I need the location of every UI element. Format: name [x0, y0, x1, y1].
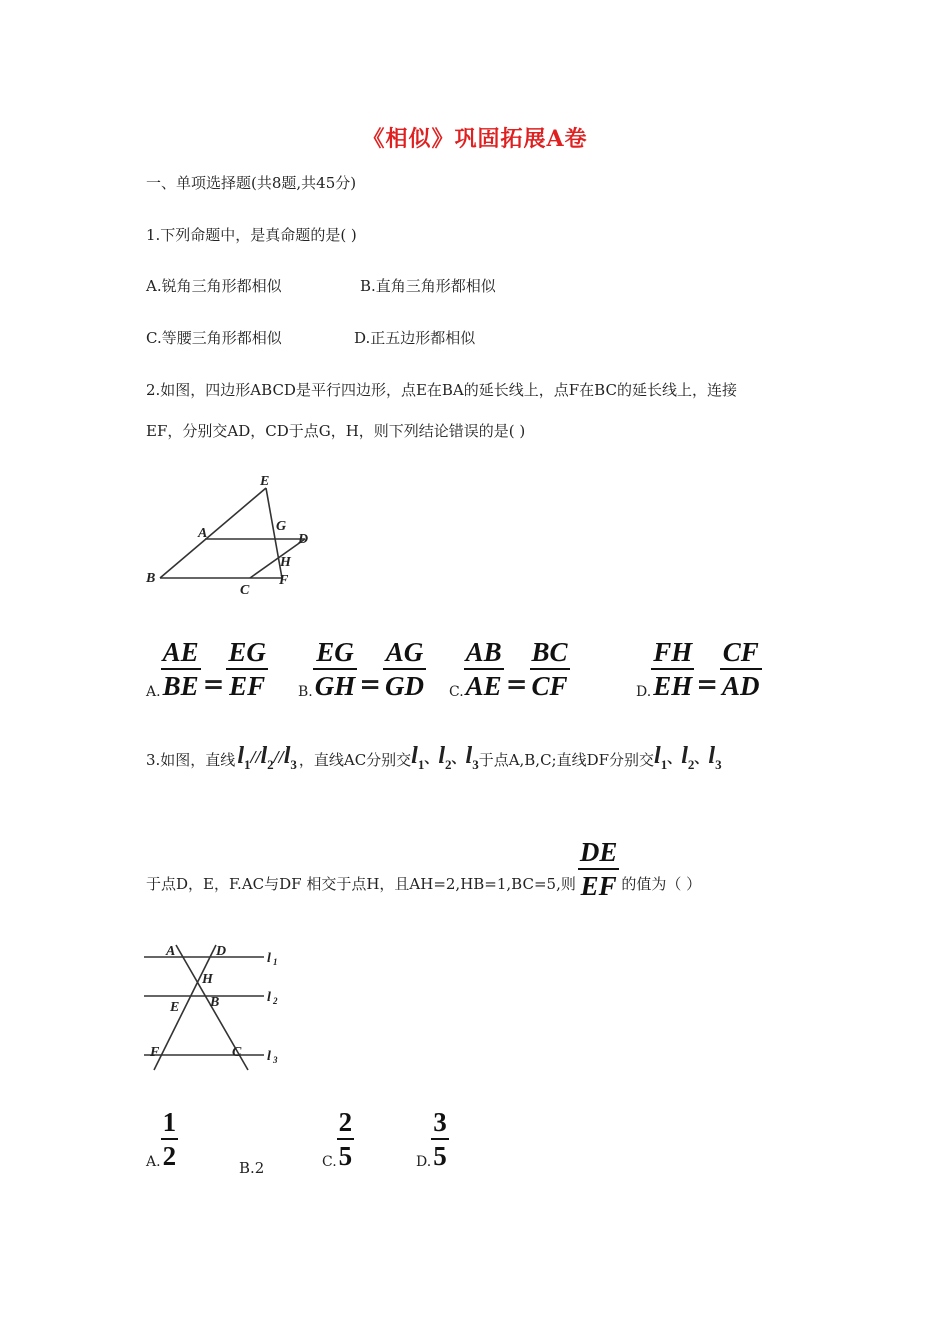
- option-label: A.: [146, 1154, 161, 1170]
- label-c: C: [232, 1045, 242, 1060]
- option-label: A.: [146, 684, 161, 700]
- q3-option-a[interactable]: [146, 1108, 178, 1170]
- option-label: D.: [636, 684, 652, 700]
- label-l3-sub: 3: [273, 1055, 278, 1065]
- line-df: [154, 945, 216, 1070]
- option-label: C.: [322, 1154, 337, 1170]
- de-over-ef-fraction: $\frac{DE}{EF}$: [579, 837, 618, 901]
- q3-option-b[interactable]: B.2: [239, 1159, 265, 1177]
- equals-sign: =: [505, 670, 528, 700]
- page-title: 《相似》巩固拓展A卷: [362, 126, 588, 152]
- option-label: C.: [449, 684, 464, 700]
- label-h: H: [202, 972, 213, 987]
- q3-option-c[interactable]: [322, 1108, 354, 1170]
- label-h: H: [280, 555, 291, 570]
- fraction: $\frac{FH}{EH}$: [653, 637, 693, 701]
- q1-stem: 1.下列命题中，是真命题的是( ): [146, 226, 357, 244]
- fraction: $\frac{EG}{GH}$: [314, 637, 356, 701]
- equals-sign: =: [359, 670, 382, 700]
- label-g: G: [276, 519, 287, 534]
- label-b: B: [146, 571, 156, 586]
- q2-stem-line1: 2.如图，四边形ABCD是平行四边形，点E在BA的延长线上，点F在BC的延长线上，连接: [146, 381, 737, 399]
- label-b: B: [210, 995, 220, 1010]
- q2-option-c[interactable]: [449, 638, 570, 700]
- label-d: D: [298, 532, 309, 547]
- q2-stem-line2: EF，分别交AD，CD于点G，H，则下列结论错误的是( ): [146, 422, 526, 440]
- fraction: $\frac{AE}{BE}$: [162, 637, 199, 701]
- fraction: $\frac{AG}{GD}$: [385, 637, 425, 701]
- parallel-lines-expr: $l_1//l_2//l_3$: [237, 743, 297, 772]
- label-l1: l: [267, 951, 271, 966]
- q2-option-d[interactable]: [636, 638, 762, 700]
- equals-sign: =: [202, 670, 225, 700]
- q1-option-b[interactable]: B.直角三角形都相似: [360, 277, 496, 295]
- label-c: C: [240, 583, 250, 598]
- fraction: $\frac{1}{2}$: [162, 1107, 177, 1171]
- lines-expr: $l_1$、$l_2$、$l_3$: [654, 743, 722, 772]
- label-f: F: [150, 1045, 160, 1060]
- label-e: E: [260, 474, 270, 489]
- label-a: A: [198, 526, 208, 541]
- line-be: [160, 488, 266, 578]
- fraction: $\frac{BC}{CF}$: [531, 637, 568, 701]
- section-heading: 一、单项选择题(共8题,共45分): [146, 174, 357, 192]
- fraction: $\frac{CF}{AD}$: [722, 637, 760, 701]
- label-a: A: [166, 944, 176, 959]
- q1-option-d[interactable]: D.正五边形都相似: [354, 329, 476, 347]
- option-label: D.: [416, 1154, 432, 1170]
- q3-parallel-lines-figure: [140, 935, 290, 1080]
- label-l3: l: [267, 1049, 271, 1064]
- label-l2: l: [267, 990, 271, 1005]
- label-d: D: [216, 944, 227, 959]
- q3-stem-line2: 于点D，E，F.AC与DF 相交于点H，且AH=2,HB=1,BC=5,则 $\frac{DE}{EF}$ 的值为（ ）: [146, 837, 702, 901]
- q2-option-a[interactable]: [146, 638, 268, 700]
- label-e: E: [170, 1000, 180, 1015]
- equals-sign: =: [696, 670, 718, 700]
- line-dc: [250, 539, 305, 578]
- fraction: $\frac{3}{5}$: [433, 1107, 447, 1171]
- label-f: F: [279, 573, 289, 588]
- lines-expr: $l_1$、$l_2$、$l_3$: [411, 743, 479, 772]
- q1-option-a[interactable]: A.锐角三角形都相似: [146, 277, 282, 295]
- label-l1-sub: 1: [273, 957, 278, 967]
- option-label: B.: [298, 684, 313, 700]
- q3-stem-line1: 3.如图，直线 $l_1//l_2//l_3$ ，直线AC分别交 $l_1$、$l_2$、$l_3$ 于点A,B,C;直线DF分别交 $l_1$、$l_2$、$l_3$: [146, 746, 722, 775]
- fraction: $\frac{AB}{AE}$: [465, 637, 502, 701]
- fraction: $\frac{2}{5}$: [338, 1107, 353, 1171]
- q2-parallelogram-figure: [140, 470, 320, 600]
- q1-option-c[interactable]: C.等腰三角形都相似: [146, 329, 282, 347]
- q3-option-d[interactable]: [416, 1108, 449, 1170]
- fraction: $\frac{EG}{EF}$: [228, 637, 266, 701]
- q2-option-b[interactable]: [298, 638, 426, 700]
- label-l2-sub: 2: [273, 996, 278, 1006]
